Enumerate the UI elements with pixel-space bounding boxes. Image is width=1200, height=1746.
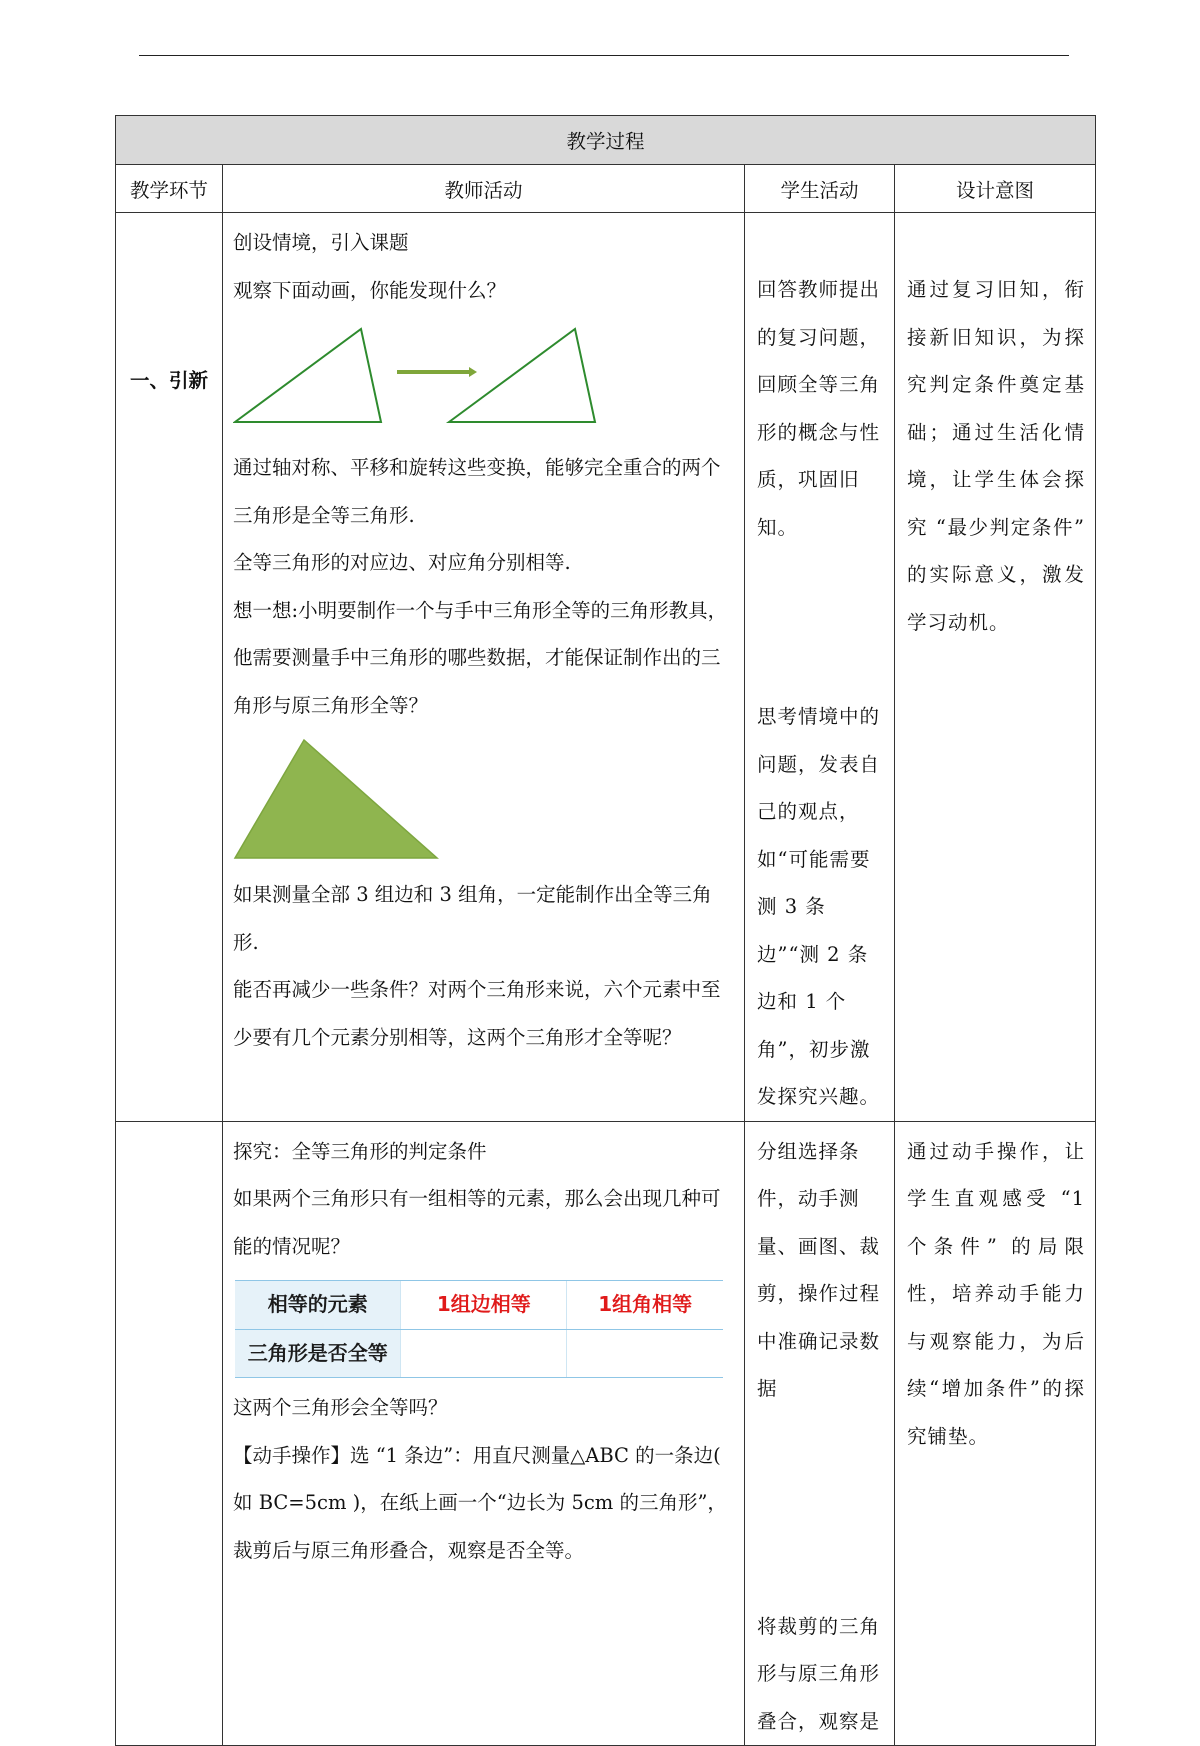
- student-activity-cell: [745, 213, 895, 1122]
- mini-table-header: 1组边相等: [401, 1281, 567, 1330]
- design-intent-cell: [895, 1121, 1096, 1746]
- original-triangle: [235, 329, 381, 422]
- paragraph: 如果测量全部 3 组边和 3 组角，一定能制作出全等三角形.: [233, 883, 712, 954]
- filled-triangle-figure: [233, 731, 734, 871]
- design-intent-cell: [895, 213, 1096, 1122]
- arrow-head: [469, 367, 477, 377]
- paragraph: 【动手操作】选 “1 条边”：用直尺测量△ABC 的一条边( 如 BC=5cm )，在纸上画一个“边长为 5cm 的三角形”，裁剪后与原三角形叠合，观察是否全等。: [233, 1443, 727, 1562]
- paragraph: 通过复习旧知，衔接新旧知识，为探究判定条件奠定基础；通过生活化情境，让学生体会探究 “最少判定条件” 的实际意义，激发学习动机。: [907, 278, 1086, 634]
- equal-elements-table: [235, 1280, 723, 1378]
- column-header-student: 学生活动: [745, 165, 895, 213]
- column-header-design: 设计意图: [895, 165, 1096, 213]
- paragraph: 通过轴对称、平移和旋转这些变换，能够完全重合的两个三角形是全等三角形.: [233, 456, 721, 527]
- paragraph: 回答教师提出的复习问题，回顾全等三角形的概念与性质，巩固旧知。: [757, 278, 881, 539]
- paragraph: 分组选择条件，动手测量、画图、裁剪，操作过程中准确记录数据: [757, 1139, 881, 1400]
- header-rule: [139, 55, 1069, 56]
- filled-triangle: [235, 740, 437, 858]
- paragraph: 能否再减少一些条件？对两个三角形来说，六个元素中至少要有几个元素分别相等，这两个三角形才全等呢？: [233, 978, 721, 1049]
- teaching-process-table: [115, 115, 1096, 1746]
- paragraph: 探究：全等三角形的判定条件: [233, 1139, 487, 1163]
- paragraph: 如果两个三角形只有一组相等的元素，那么会出现几种可能的情况呢？: [233, 1187, 721, 1258]
- paragraph: 全等三角形的对应边、对应角分别相等.: [233, 551, 571, 574]
- column-header-teacher: 教师活动: [223, 165, 745, 213]
- mini-table-cell: [567, 1329, 723, 1378]
- teacher-activity-cell: [223, 1121, 745, 1746]
- paragraph: 这两个三角形会全等吗？: [233, 1396, 448, 1419]
- mini-table-cell: [401, 1329, 567, 1378]
- translation-animation-figure: [233, 316, 734, 444]
- paragraph: 将裁剪的三角形与原三角形叠合，观察是: [757, 1614, 881, 1733]
- paragraph: 想一想:小明要制作一个与手中三角形全等的三角形教具，他需要测量手中三角形的哪些数据，才能保证制作出的三角形与原三角形全等？: [233, 598, 728, 717]
- paragraph: 思考情境中的问题，发表自己的观点，如“可能需要测 3 条边”“测 2 条边和 1 个角”，初步激发探究兴趣。: [757, 705, 881, 1108]
- table-row: [116, 1121, 1096, 1746]
- paragraph: 观察下面动画，你能发现什么？: [233, 278, 507, 302]
- column-header-stage: 教学环节: [116, 165, 223, 213]
- stage-cell: 一、引新: [116, 213, 223, 1122]
- stage-cell: [116, 1121, 223, 1746]
- mini-table-header: 1组角相等: [567, 1281, 723, 1330]
- student-activity-cell: [745, 1121, 895, 1746]
- paragraph: 通过动手操作，让学生直观感受 “1 个条件” 的局限性，培养动手能力与观察能力，为后续“增加条件”的探究铺垫。: [907, 1139, 1086, 1448]
- mini-table-header: 相等的元素: [235, 1281, 401, 1330]
- mini-table-row-label: 三角形是否全等: [235, 1329, 401, 1378]
- table-row: [116, 213, 1096, 1122]
- paragraph: 创设情境，引入课题: [233, 231, 409, 254]
- table-title: 教学过程: [116, 116, 1096, 165]
- teacher-activity-cell: [223, 213, 745, 1122]
